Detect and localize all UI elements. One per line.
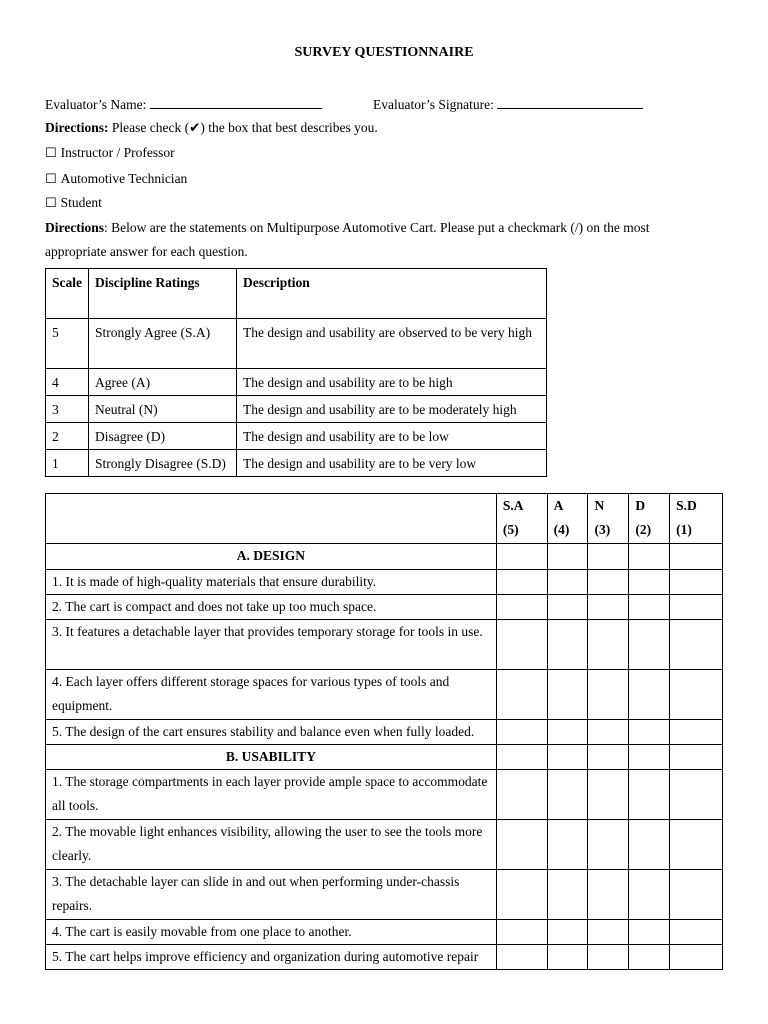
- section-title: A. DESIGN: [46, 544, 497, 570]
- rating-checkbox-n[interactable]: [588, 945, 629, 970]
- column-header-n: [588, 494, 629, 544]
- rating-scale-table: [45, 268, 547, 477]
- empty-cell: [588, 544, 629, 570]
- rating-checkbox-d[interactable]: [629, 595, 670, 620]
- table-row: [46, 450, 547, 477]
- rating-checkbox-sa[interactable]: [496, 945, 547, 970]
- statement-cell: 4. Each layer offers different storage spaces for various types of tools and equipment.: [46, 670, 497, 720]
- statement-cell: 3. The detachable layer can slide in and out when performing under-chassis repairs.: [46, 870, 497, 920]
- column-value: (1): [676, 522, 692, 537]
- rating-checkbox-a[interactable]: [547, 620, 588, 670]
- directions-label: Directions: [45, 220, 104, 235]
- rating-cell: Neutral (N): [89, 396, 237, 423]
- rating-checkbox-a[interactable]: [547, 570, 588, 595]
- option-label: Student: [60, 195, 102, 210]
- rating-checkbox-a[interactable]: [547, 595, 588, 620]
- column-abbr: S.A: [502, 498, 524, 513]
- option-technician[interactable]: [45, 171, 187, 187]
- empty-cell: [629, 544, 670, 570]
- statement-cell: 2. The cart is compact and does not take up too much space.: [46, 595, 497, 620]
- table-row: [46, 369, 547, 396]
- column-abbr: A: [553, 498, 564, 513]
- scale-cell: 5: [46, 319, 89, 369]
- rating-checkbox-n[interactable]: [588, 720, 629, 745]
- rating-checkbox-d[interactable]: [629, 945, 670, 970]
- statement-cell: 2. The movable light enhances visibility, allowing the user to see the tools more clearly.: [46, 820, 497, 870]
- rating-checkbox-a[interactable]: [547, 770, 588, 820]
- rating-checkbox-sd[interactable]: [670, 570, 723, 595]
- table-row: [46, 595, 723, 620]
- directions-check: [45, 120, 378, 136]
- checkbox-icon[interactable]: ☐: [45, 172, 57, 187]
- scale-cell: 1: [46, 450, 89, 477]
- column-value: (3): [594, 522, 611, 537]
- rating-checkbox-sa[interactable]: [496, 920, 547, 945]
- column-abbr: N: [594, 498, 605, 513]
- table-row: [46, 870, 723, 920]
- statement-header: [46, 494, 497, 544]
- evaluator-signature-line: [373, 96, 643, 113]
- checkbox-icon[interactable]: ☐: [45, 196, 57, 211]
- rating-cell: Strongly Disagree (S.D): [89, 450, 237, 477]
- section-row-usability: [46, 745, 723, 770]
- rating-cell: Disagree (D): [89, 423, 237, 450]
- rating-checkbox-d[interactable]: [629, 670, 670, 720]
- rating-checkbox-sd[interactable]: [670, 770, 723, 820]
- section-row-design: [46, 544, 723, 570]
- column-header: Scale: [46, 269, 89, 319]
- checkbox-icon[interactable]: ☐: [45, 146, 57, 161]
- rating-checkbox-sa[interactable]: [496, 570, 547, 595]
- rating-checkbox-sd[interactable]: [670, 620, 723, 670]
- column-header: Description: [237, 269, 547, 319]
- rating-checkbox-sd[interactable]: [670, 870, 723, 920]
- rating-checkbox-sa[interactable]: [496, 720, 547, 745]
- statement-cell: 3. It features a detachable layer that provides temporary storage for tools in use.: [46, 620, 497, 670]
- rating-checkbox-d[interactable]: [629, 870, 670, 920]
- option-instructor[interactable]: [45, 145, 175, 161]
- table-row: [46, 620, 723, 670]
- statement-cell: 1. It is made of high-quality materials that ensure durability.: [46, 570, 497, 595]
- table-row: [46, 920, 723, 945]
- statement-cell: 1. The storage compartments in each layer provide ample space to accommodate all tools.: [46, 770, 497, 820]
- rating-checkbox-sa[interactable]: [496, 620, 547, 670]
- description-cell: The design and usability are to be moderately high: [237, 396, 547, 423]
- section-title: B. USABILITY: [46, 745, 497, 770]
- empty-cell: [496, 544, 547, 570]
- table-row: [46, 945, 723, 970]
- rating-cell: Agree (A): [89, 369, 237, 396]
- rating-checkbox-sa[interactable]: [496, 595, 547, 620]
- rating-checkbox-a[interactable]: [547, 945, 588, 970]
- column-abbr: S.D: [676, 498, 697, 513]
- rating-checkbox-sa[interactable]: [496, 820, 547, 870]
- empty-cell: [670, 544, 723, 570]
- rating-checkbox-a[interactable]: [547, 870, 588, 920]
- rating-checkbox-sd[interactable]: [670, 920, 723, 945]
- empty-cell: [588, 745, 629, 770]
- statement-cell: 4. The cart is easily movable from one place to another.: [46, 920, 497, 945]
- table-row: [46, 770, 723, 820]
- column-value: (5): [502, 522, 519, 537]
- rating-checkbox-sa[interactable]: [496, 870, 547, 920]
- description-cell: The design and usability are to be high: [237, 369, 547, 396]
- description-cell: The design and usability are to be very low: [237, 450, 547, 477]
- directions-label: Directions:: [45, 120, 109, 135]
- rating-checkbox-n[interactable]: [588, 870, 629, 920]
- rating-checkbox-d[interactable]: [629, 770, 670, 820]
- rating-checkbox-d[interactable]: [629, 620, 670, 670]
- evaluation-table: [45, 493, 723, 970]
- rating-checkbox-a[interactable]: [547, 820, 588, 870]
- table-row: [46, 396, 547, 423]
- page-title: SURVEY QUESTIONNAIRE: [294, 45, 474, 60]
- rating-checkbox-a[interactable]: [547, 920, 588, 945]
- evaluator-name-line: [45, 96, 322, 113]
- rating-checkbox-n[interactable]: [588, 595, 629, 620]
- table-row: [46, 423, 547, 450]
- column-abbr: D: [635, 498, 646, 513]
- rating-checkbox-n[interactable]: [588, 820, 629, 870]
- rating-checkbox-d[interactable]: [629, 820, 670, 870]
- empty-cell: [670, 745, 723, 770]
- rating-checkbox-d[interactable]: [629, 570, 670, 595]
- rating-checkbox-n[interactable]: [588, 620, 629, 670]
- rating-checkbox-n[interactable]: [588, 920, 629, 945]
- evaluator-signature-label: Evaluator’s Signature:: [373, 97, 494, 112]
- empty-cell: [547, 544, 588, 570]
- rating-checkbox-sd[interactable]: [670, 720, 723, 745]
- scale-cell: 4: [46, 369, 89, 396]
- evaluator-name-field[interactable]: [150, 96, 322, 109]
- directions-text: : Below are the statements on Multipurpose Automotive Cart. Please put a checkmark (/) on the most appropriate answer for each question.: [45, 220, 650, 259]
- option-label: Automotive Technician: [60, 171, 188, 186]
- description-cell: The design and usability are observed to be very high: [237, 319, 547, 369]
- evaluator-signature-field[interactable]: [497, 96, 643, 109]
- column-value: (4): [553, 522, 570, 537]
- table-row: [46, 820, 723, 870]
- description-cell: The design and usability are to be low: [237, 423, 547, 450]
- column-header-sd: [670, 494, 723, 544]
- table-row: [46, 720, 723, 745]
- table-row: [46, 570, 723, 595]
- option-student[interactable]: [45, 195, 102, 211]
- directions-text: Please check (✔) the box that best describes you.: [108, 120, 378, 135]
- column-header-d: [629, 494, 670, 544]
- table-row: [46, 319, 547, 369]
- column-header-a: [547, 494, 588, 544]
- rating-checkbox-sd[interactable]: [670, 595, 723, 620]
- table-header-row: [46, 494, 723, 544]
- rating-checkbox-n[interactable]: [588, 570, 629, 595]
- rating-checkbox-n[interactable]: [588, 770, 629, 820]
- empty-cell: [629, 745, 670, 770]
- rating-cell: Strongly Agree (S.A): [89, 319, 237, 369]
- rating-checkbox-a[interactable]: [547, 720, 588, 745]
- scale-cell: 2: [46, 423, 89, 450]
- scale-cell: 3: [46, 396, 89, 423]
- rating-checkbox-sd[interactable]: [670, 820, 723, 870]
- rating-checkbox-a[interactable]: [547, 670, 588, 720]
- rating-checkbox-n[interactable]: [588, 670, 629, 720]
- column-header: Discipline Ratings: [89, 269, 237, 319]
- rating-checkbox-sa[interactable]: [496, 670, 547, 720]
- statement-cell: 5. The design of the cart ensures stability and balance even when fully loaded.: [46, 720, 497, 745]
- empty-cell: [496, 745, 547, 770]
- option-label: Instructor / Professor: [60, 145, 175, 160]
- column-value: (2): [635, 522, 652, 537]
- rating-checkbox-d[interactable]: [629, 720, 670, 745]
- rating-checkbox-sd[interactable]: [670, 670, 723, 720]
- column-header-sa: [496, 494, 547, 544]
- rating-checkbox-d[interactable]: [629, 920, 670, 945]
- statement-cell: 5. The cart helps improve efficiency and organization during automotive repair: [46, 945, 497, 970]
- directions-statements: [45, 216, 685, 264]
- table-header-row: [46, 269, 547, 319]
- rating-checkbox-sa[interactable]: [496, 770, 547, 820]
- empty-cell: [547, 745, 588, 770]
- rating-checkbox-sd[interactable]: [670, 945, 723, 970]
- evaluator-name-label: Evaluator’s Name:: [45, 97, 147, 112]
- table-row: [46, 670, 723, 720]
